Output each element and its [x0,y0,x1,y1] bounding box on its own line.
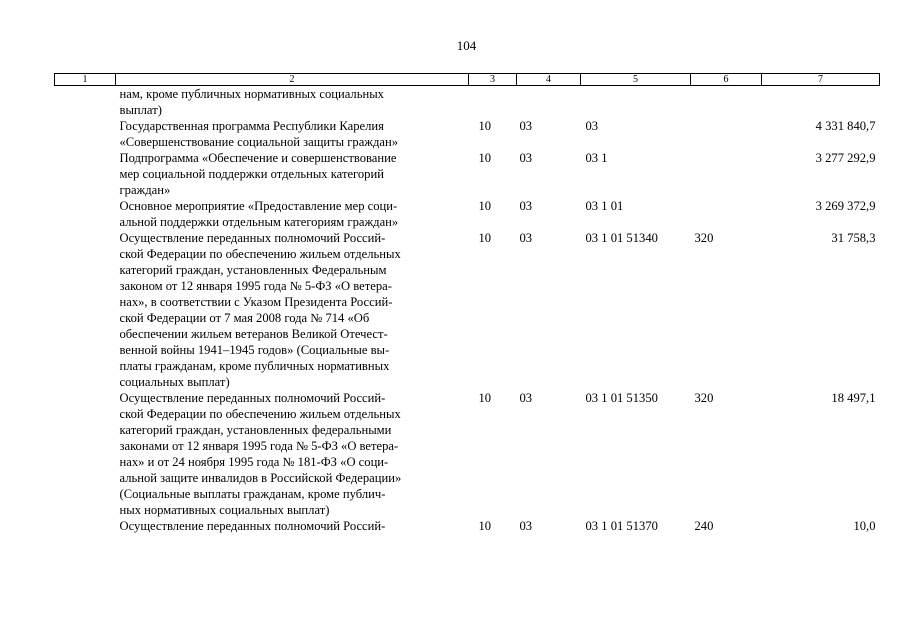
row-name-line: Основное мероприятие «Предоставление мер соци- [119,199,398,213]
row-subsection-code: 03 [519,231,533,245]
row-col-1-cell [55,118,116,150]
row-name-line: мер социальной поддержки отдельных категорий [119,167,384,181]
row-target-article-code: 03 1 01 51340 [585,231,658,245]
row-target-article-code: 03 1 [585,151,608,165]
row-section-code [469,86,517,119]
header-row [55,74,880,86]
row-expense-type-code: 320 [694,391,714,405]
row-name-line: категорий граждан, установленных федеральными [119,423,392,437]
row-expense-type-code [691,150,762,198]
row-name-line: (Социальные выплаты гражданам, кроме публич- [119,487,386,501]
row-name-cell [116,86,469,119]
table-row [55,150,880,198]
row-amount [762,86,880,119]
row-col-1-cell [55,150,116,198]
row-name-line: «Совершенствование социальной защиты граждан» [119,135,399,149]
row-name-line: венной войны 1941–1945 годов» (Социальные вы- [119,343,390,357]
row-name-line: Государственная программа Республики Карелия [119,119,384,133]
row-name-line: ных нормативных социальных выплат) [119,503,330,517]
row-col-1-cell [55,86,116,119]
header-col-5: 5 [581,74,691,86]
row-subsection-code: 03 [519,391,533,405]
row-name-line: Осуществление переданных полномочий Россий- [119,519,386,533]
row-name-cell [116,390,469,518]
table-row [55,118,880,150]
row-name-line: альной поддержки отдельным категориям граждан» [119,215,399,229]
row-section-code: 10 [478,199,492,213]
row-name-line: платы гражданам, кроме публичных нормативных [119,359,390,373]
header-col-2: 2 [116,74,469,86]
table-row [55,198,880,230]
row-name-line: Подпрограмма «Обеспечение и совершенствование [119,151,397,165]
row-target-article-code [581,86,691,119]
row-subsection-code [517,86,581,119]
row-amount: 3 277 292,9 [815,151,876,165]
row-name-line: законами от 12 января 1995 года № 5-ФЗ «О ветера- [119,439,399,453]
row-target-article-code: 03 1 01 51350 [585,391,658,405]
row-subsection-code: 03 [519,119,533,133]
row-expense-type-code: 240 [694,519,714,533]
row-subsection-code: 03 [519,199,533,213]
table-body [55,86,880,535]
table-row [55,230,880,390]
row-section-code: 10 [478,519,492,533]
row-name-line: ской Федерации от 7 мая 2008 года № 714 «Об [119,311,370,325]
table-row [55,86,880,119]
row-name-line: ской Федерации по обеспечению жильем отдельных [119,247,401,261]
row-section-code: 10 [478,391,492,405]
row-col-1-cell [55,518,116,534]
row-name-line: нах», в соответствии с Указом Президента Россий- [119,295,393,309]
header-col-3: 3 [469,74,517,86]
row-name-cell [116,118,469,150]
row-name-line: нах» и от 24 ноября 1995 года № 181-ФЗ «О соци- [119,455,389,469]
row-name-line: социальных выплат) [119,375,230,389]
row-section-code: 10 [478,231,492,245]
row-expense-type-code: 320 [694,231,714,245]
row-col-1-cell [55,230,116,390]
row-subsection-code: 03 [519,519,533,533]
table-row [55,390,880,518]
row-name-cell [116,518,469,534]
row-target-article-code: 03 [585,119,599,133]
header-col-1: 1 [55,74,116,86]
row-name-line: категорий граждан, установленных Федеральным [119,263,387,277]
row-name-line: граждан» [119,183,171,197]
header-col-7: 7 [762,74,880,86]
row-amount: 3 269 372,9 [815,199,876,213]
row-name-line: выплат) [119,103,162,117]
row-name-line: обеспечении жильем ветеранов Великой Отечест- [119,327,388,341]
header-col-4: 4 [517,74,581,86]
header-col-6: 6 [691,74,762,86]
row-name-cell [116,198,469,230]
row-name-cell [116,150,469,198]
budget-table [54,73,880,534]
row-name-line: нам, кроме публичных нормативных социальных [119,87,384,101]
row-name-line: Осуществление переданных полномочий Россий- [119,231,386,245]
row-name-line: Осуществление переданных полномочий Россий- [119,391,386,405]
row-name-line: законом от 12 января 1995 года № 5-ФЗ «О ветера- [119,279,392,293]
row-section-code: 10 [478,151,492,165]
row-amount: 10,0 [853,519,876,533]
row-target-article-code: 03 1 01 51370 [585,519,658,533]
row-section-code: 10 [478,119,492,133]
table-header [55,74,880,86]
row-col-1-cell [55,198,116,230]
row-name-cell [116,230,469,390]
row-expense-type-code [691,86,762,119]
row-col-1-cell [55,390,116,518]
page-number: 104 [456,38,477,53]
row-amount: 4 331 840,7 [815,119,876,133]
row-amount: 31 758,3 [831,231,876,245]
row-name-line: альной защите инвалидов в Российской Федерации» [119,471,402,485]
row-name-line: ской Федерации по обеспечению жильем отдельных [119,407,401,421]
table-row [55,518,880,534]
row-amount: 18 497,1 [831,391,876,405]
row-subsection-code: 03 [519,151,533,165]
row-expense-type-code [691,118,762,150]
row-target-article-code: 03 1 01 [585,199,624,213]
row-expense-type-code [691,198,762,230]
